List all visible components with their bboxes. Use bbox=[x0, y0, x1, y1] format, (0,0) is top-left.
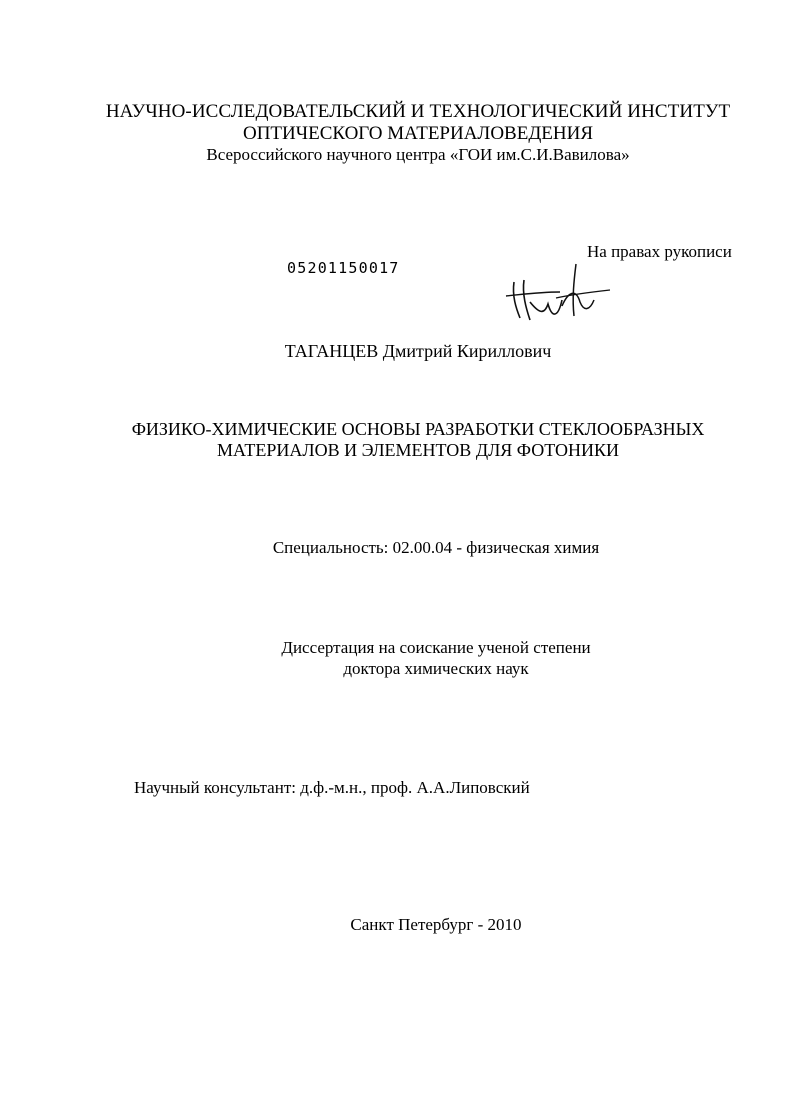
city-and-year: Санкт Петербург - 2010 bbox=[350, 915, 522, 934]
handwritten-signature bbox=[500, 262, 615, 326]
dissertation-title-line-2: МАТЕРИАЛОВ И ЭЛЕМЕНТОВ ДЛЯ ФОТОНИКИ bbox=[216, 440, 620, 460]
document-code: 05201150017 bbox=[287, 259, 400, 277]
institute-name-line-2: ОПТИЧЕСКОГО МАТЕРИАЛОВЕДЕНИЯ bbox=[242, 123, 594, 144]
institute-parent-center: Всероссийского научного центра «ГОИ им.С.И.Вавилова» bbox=[206, 145, 630, 164]
scientific-consultant: Научный консультант: д.ф.-м.н., проф. А.А.Липовский bbox=[134, 778, 530, 797]
degree-line-1: Диссертация на соискание ученой степени bbox=[281, 638, 591, 657]
author-name: ТАГАНЦЕВ Дмитрий Кириллович bbox=[284, 341, 552, 361]
institute-name-line-1: НАУЧНО-ИССЛЕДОВАТЕЛЬСКИЙ И ТЕХНОЛОГИЧЕСКИЙ ИНСТИТУТ bbox=[105, 101, 731, 122]
degree-line-2: доктора химических наук bbox=[343, 659, 529, 678]
dissertation-title-line-1: ФИЗИКО-ХИМИЧЕСКИЕ ОСНОВЫ РАЗРАБОТКИ СТЕКЛООБРАЗНЫХ bbox=[131, 419, 705, 439]
manuscript-rights-note: На правах рукописи bbox=[587, 242, 732, 261]
specialty: Специальность: 02.00.04 - физическая химия bbox=[272, 538, 600, 557]
